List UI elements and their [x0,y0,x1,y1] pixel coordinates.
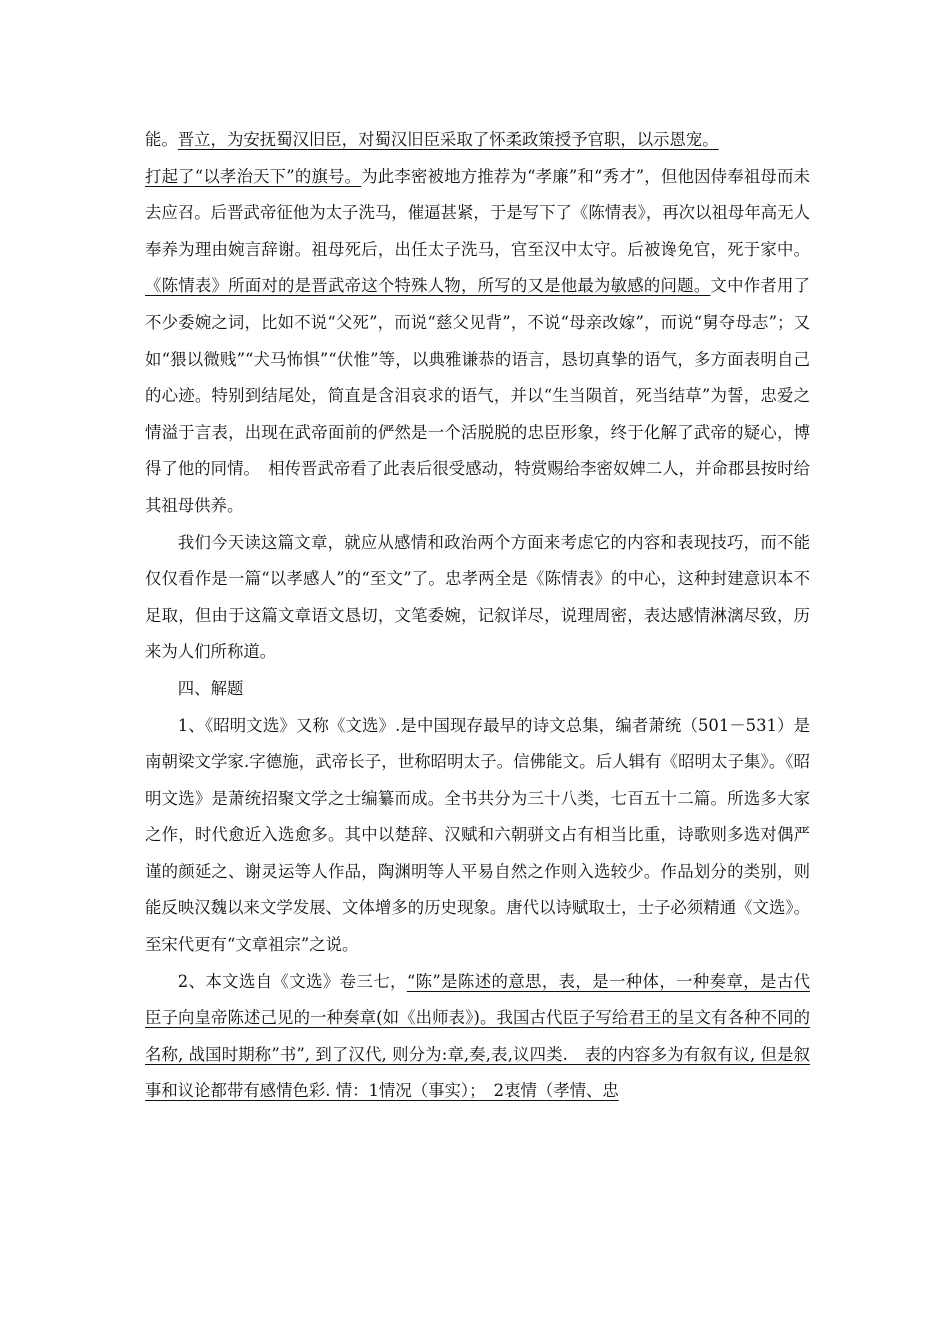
text-segment: 为此李密被地方推荐为“孝廉”和“秀才”，但他因侍奉祖母而未去应召。后晋武帝征他为太子洗马，催逼甚紧，于是写下了《陈情表》，再次以祖母年高无人奉养为理由婉言辞谢。祖母死后，出任太子洗马，官至汉中太守。后被谗免官，死于家中。 [145,166,810,259]
underlined-segment: 《陈情表》所面对的是晋武帝这个特殊人物，所写的又是他最为敏感的问题。 [145,276,711,296]
text-segment: 能。 [145,130,178,149]
paragraph-1 [145,122,810,159]
paragraph-6 [145,964,810,1110]
section-heading: 四、解题 [177,678,244,698]
underlined-segment: 晋立，为安抚蜀汉旧臣，对蜀汉旧臣采取了怀柔政策授予官职，以示恩宠。 [177,130,719,149]
paragraph-3: 我们今天读这篇文章，就应从感情和政治两个方面来考虑它的内容和表现技巧，而不能仅仅看作是一篇“以孝感人”的“至文”了。忠孝两全是《陈情表》的中心，这种封建意识本不足取，但由于这篇文章语文恳切，文笔委婉，记叙详尽，说理周密，表达感情淋漓尽致，历来为人们所称道。 [145,532,810,662]
text-segment: 文中作者用了不少委婉之词，比如不说“父死”，而说“慈父见背”，不说“母亲改嫁”，而说“舅夺母志”；又如“猥以微贱”“犬马怖惧”“伏惟”等，以典雅谦恭的语言，恳切真挚的语气，多方面表明自己的心迹。特别到结尾处，简直是含泪哀求的语气，并以“生当陨首，死当结草”为誓，忠爱之情溢于言表，出现在武帝面前的俨然是一个活脱脱的忠臣形象，终于化解了武帝的疑心，博得了他的同情。 相传晋武帝看了此表后很受感动，特赏赐给李密奴婢二人，并命郡县按时给其祖母供养。 [145,276,810,515]
document-page [145,122,810,1110]
underlined-segment: “陈”是陈述的意思，表，是一种体，一种奏章，是古代臣子向皇帝陈述己见的一种奏章(如《出师表》)。我国古代臣子写给君王的呈文有各种不同的名称, 战国时期称”书”, 到了汉代, 则分为:章,奏,表,议四类. 表的内容多为有叙有议, 但是叙事和议论都带有感情色彩. 情：1情况（事实）； 2衷情（孝情、忠 [145,971,810,1101]
underlined-segment: 打起了“以孝治天下”的旗号。 [145,166,362,186]
paragraph-2 [145,159,810,525]
paragraph-5: 1、《昭明文选》又称《文选》.是中国现存最早的诗文总集，编者萧统（501－531）是南朝梁文学家.字德施，武帝长子，世称昭明太子。信佛能文。后人辑有《昭明太子集》。《昭明文选》是萧统招聚文学之士编纂而成。全书共分为三十八类，七百五十二篇。所选多大家之作，时代愈近入选愈多。其中以楚辞、汉赋和六朝骈文占有相当比重，诗歌则多选对偶严谨的颜延之、谢灵运等人作品，陶渊明等人平易自然之作则入选较少。作品划分的类别，则能反映汉魏以来文学发展、文体增多的历史现象。唐代以诗赋取士，士子必须精通《文选》。至宋代更有“文章祖宗”之说。 [145,715,810,955]
text-segment: 2、本文选自《文选》卷三七， [177,971,407,991]
